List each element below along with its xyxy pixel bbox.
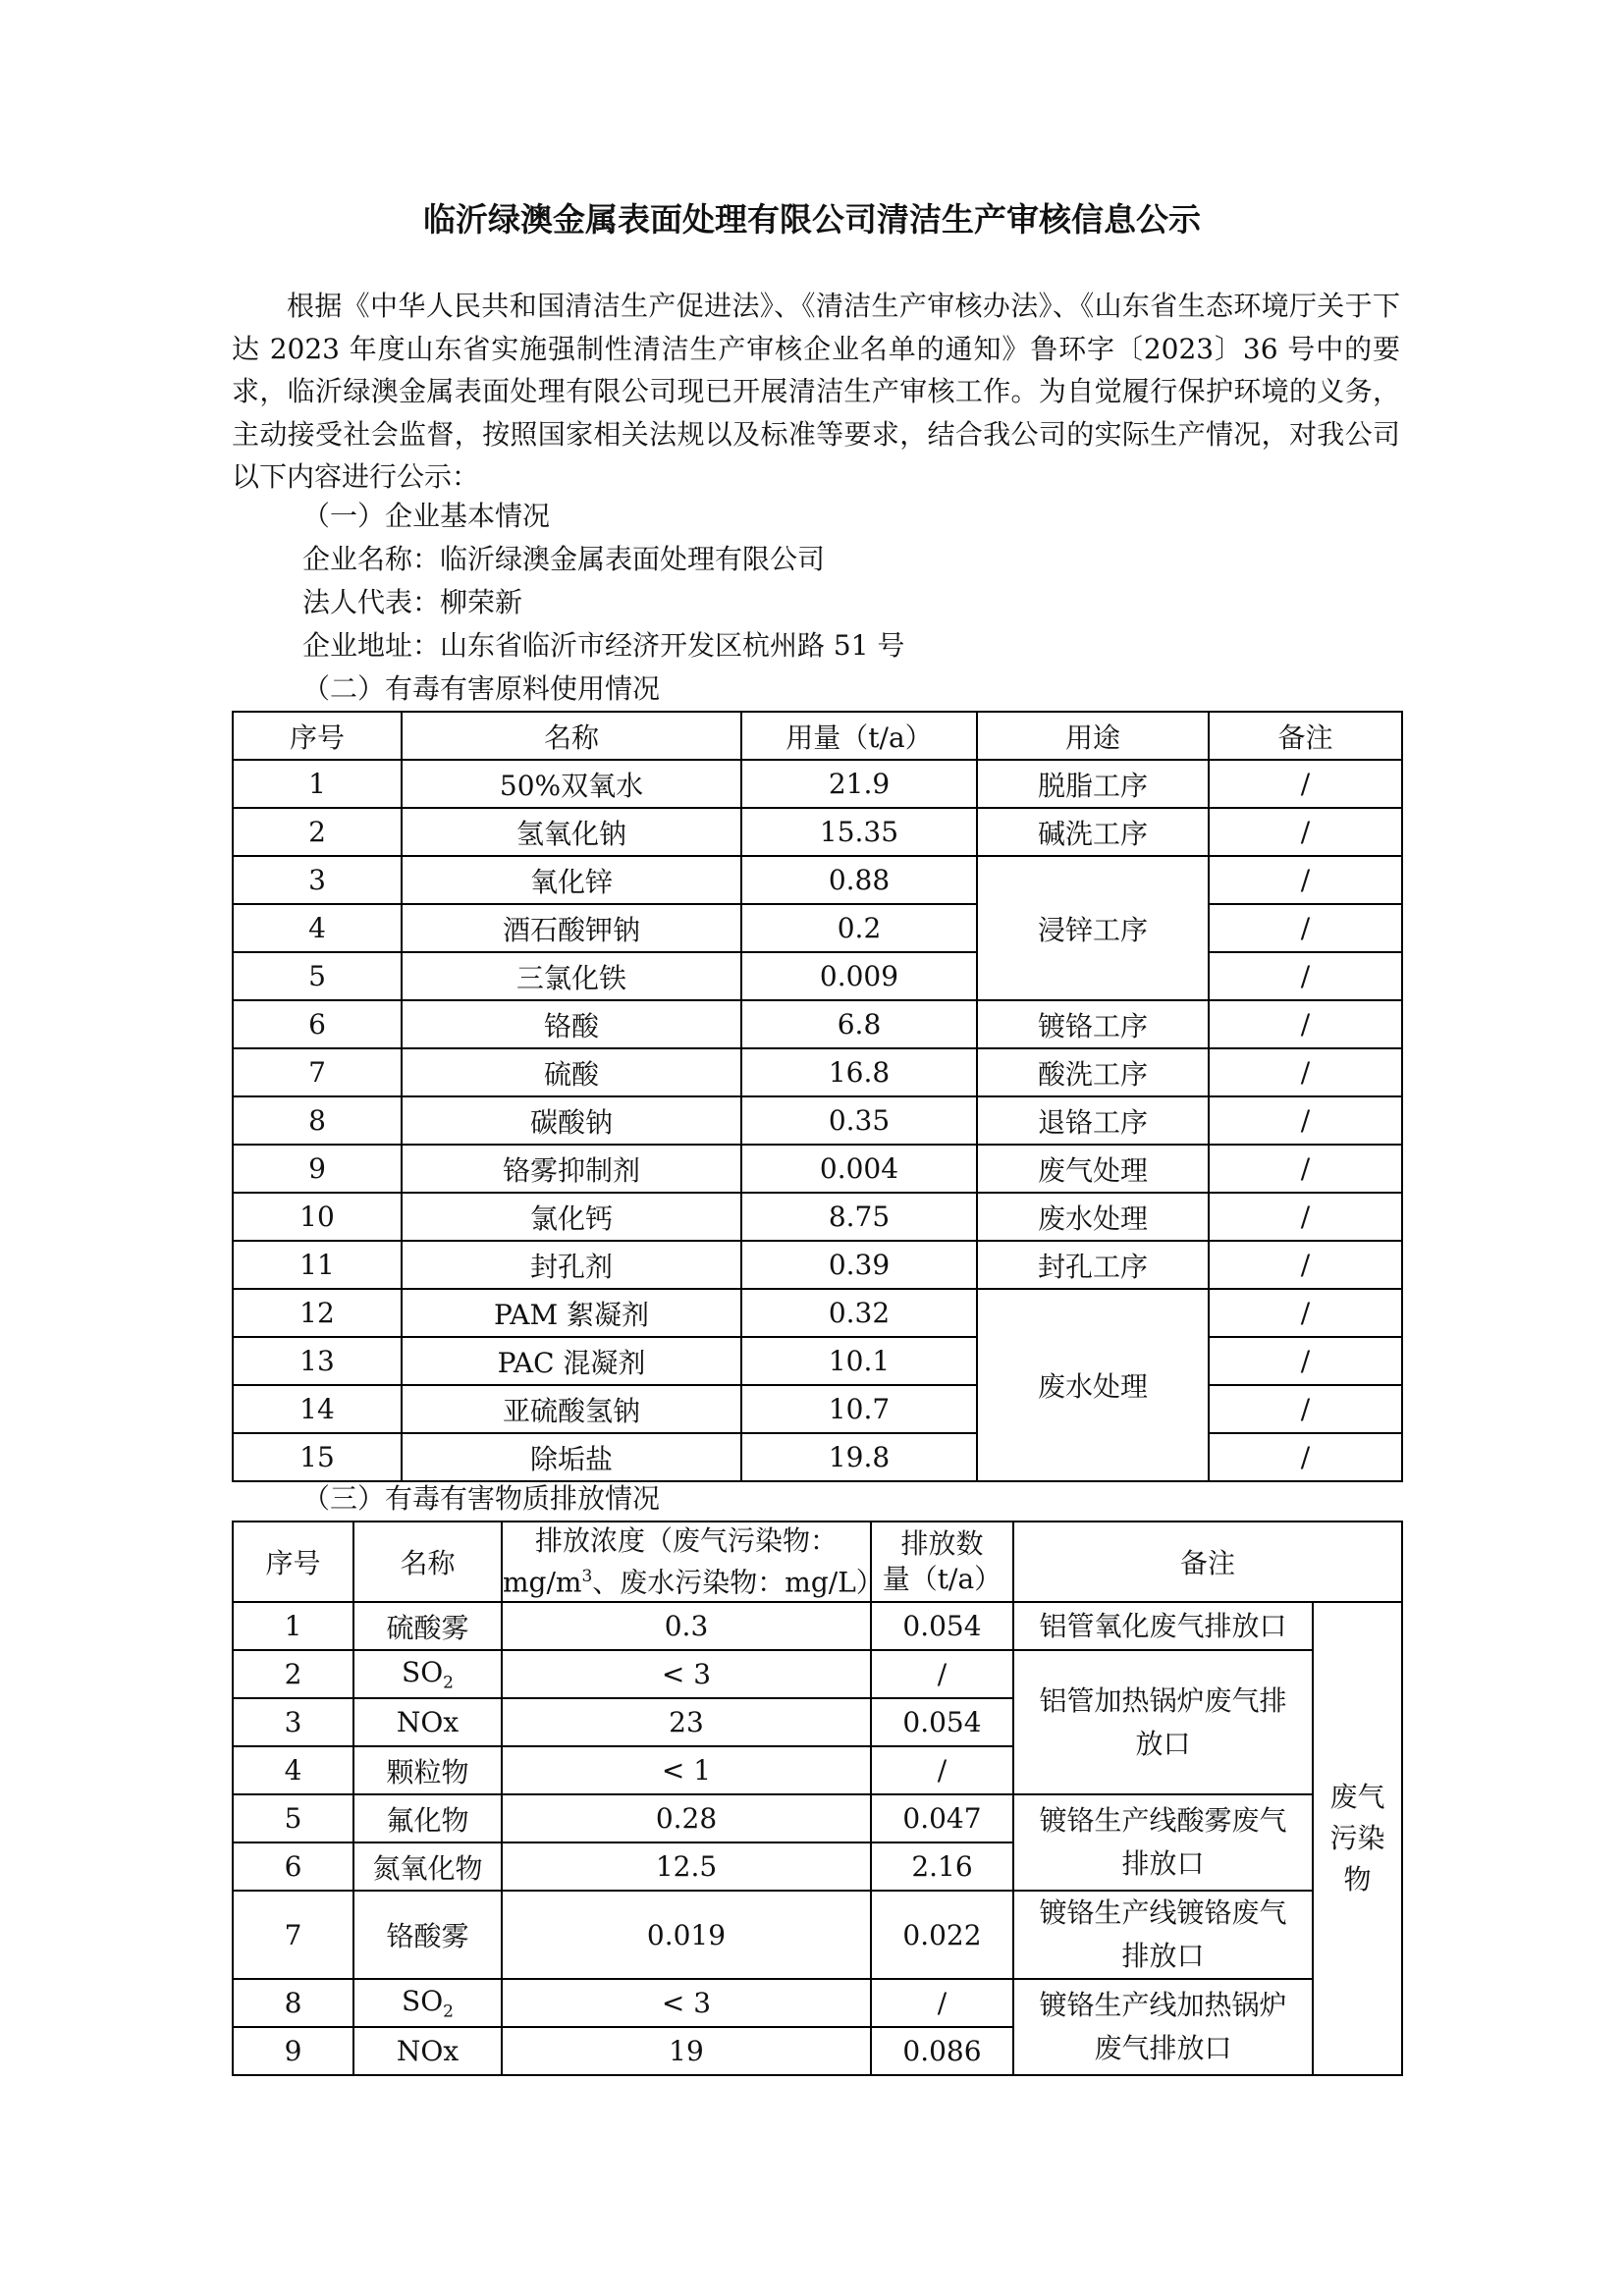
formula-subscript: 2: [443, 1673, 454, 1693]
pollutant-name: [353, 1979, 502, 2027]
pollutant-name: 氮氧化物: [353, 1842, 502, 1891]
concentration: < 3: [502, 1979, 871, 2027]
header-cell: 名称: [353, 1522, 502, 1602]
row-number: 11: [233, 1241, 402, 1289]
material-amount: 8.75: [741, 1193, 977, 1241]
pollutant-formula: SO: [402, 1655, 444, 1688]
row-number: 5: [233, 952, 402, 1000]
material-name: 封孔剂: [402, 1241, 741, 1289]
outlet-line: 排放口: [1121, 1940, 1205, 1972]
row-number: 7: [233, 1891, 353, 1979]
material-amount: 0.39: [741, 1241, 977, 1289]
row-number: 4: [233, 904, 402, 952]
header-cell: 用途: [977, 712, 1209, 760]
raw-materials-table: [232, 711, 1403, 1482]
quantity: 0.054: [871, 1602, 1013, 1650]
material-note: /: [1209, 1145, 1402, 1193]
table-row: [233, 1000, 1402, 1048]
table-row: [233, 1794, 1402, 1842]
row-number: 9: [233, 1145, 402, 1193]
concentration: 0.3: [502, 1602, 871, 1650]
pollutant-name: NOx: [353, 1698, 502, 1746]
category-line: 污染: [1329, 1822, 1385, 1854]
row-number: 8: [233, 1979, 353, 2027]
row-number: 10: [233, 1193, 402, 1241]
outlet-note: [1013, 1794, 1313, 1891]
pollutant-formula: SO: [402, 1984, 444, 2017]
row-number: 14: [233, 1385, 402, 1433]
material-name: 亚硫酸氢钠: [402, 1385, 741, 1433]
header-cell-quantity: [871, 1522, 1013, 1602]
category-cell: [1313, 1602, 1402, 2075]
header-line: 量（t/a）: [882, 1563, 1002, 1595]
material-note: /: [1209, 1048, 1402, 1096]
material-name: 硫酸: [402, 1048, 741, 1096]
material-note: /: [1209, 952, 1402, 1000]
outlet-line: 放口: [1135, 1727, 1191, 1760]
material-use: 退铬工序: [977, 1096, 1209, 1145]
concentration: 19: [502, 2027, 871, 2075]
header-cell: 备注: [1013, 1522, 1402, 1602]
concentration: < 3: [502, 1650, 871, 1698]
material-note: /: [1209, 1193, 1402, 1241]
row-number: 4: [233, 1746, 353, 1794]
material-amount: 0.35: [741, 1096, 977, 1145]
row-number: 1: [233, 760, 402, 808]
material-amount: 10.1: [741, 1337, 977, 1385]
row-number: 8: [233, 1096, 402, 1145]
section2-heading: （二）有毒有害原料使用情况: [302, 672, 661, 705]
material-note: /: [1209, 1289, 1402, 1337]
material-use: 废水处理: [977, 1289, 1209, 1481]
material-amount: 10.7: [741, 1385, 977, 1433]
material-note: /: [1209, 1241, 1402, 1289]
header-unit: mg/m: [503, 1566, 582, 1599]
table-row: [233, 856, 1402, 904]
outlet-line: 铝管加热锅炉废气排: [1039, 1683, 1287, 1717]
quantity: 0.047: [871, 1794, 1013, 1842]
row-number: 6: [233, 1842, 353, 1891]
material-note: /: [1209, 1433, 1402, 1481]
row-number: 6: [233, 1000, 402, 1048]
address-line: 企业地址：山东省临沂市经济开发区杭州路 51 号: [302, 629, 905, 662]
table-row: [233, 1193, 1402, 1241]
material-amount: 6.8: [741, 1000, 977, 1048]
company-name-line: 企业名称：临沂绿澳金属表面处理有限公司: [302, 543, 826, 575]
material-name: PAM 絮凝剂: [402, 1289, 741, 1337]
material-name: 氯化钙: [402, 1193, 741, 1241]
table-row: [233, 1289, 1402, 1337]
intro-paragraph: 根据《中华人民共和国清洁生产促进法》、《清洁生产审核办法》、《山东省生态环境厅关于下达 2023 年度山东省实施强制性清洁生产审核企业名单的通知》鲁环字〔2023〕36 号中的要求，临沂绿澳金属表面处理有限公司现已开展清洁生产审核工作。为自觉履行保护环境的义务，主动接受社会监督，按照国家相关法规以及标准等要求，结合我公司的实际生产情况，对我公司以下内容进行公示：: [232, 290, 1400, 493]
material-note: /: [1209, 1096, 1402, 1145]
header-cell: 用量（t/a）: [741, 712, 977, 760]
material-name: PAC 混凝剂: [402, 1337, 741, 1385]
material-name: 除垢盐: [402, 1433, 741, 1481]
row-number: 2: [233, 1650, 353, 1698]
concentration: < 1: [502, 1746, 871, 1794]
row-number: 9: [233, 2027, 353, 2075]
table-row: [233, 1048, 1402, 1096]
table-row: [233, 1096, 1402, 1145]
header-cell: 名称: [402, 712, 741, 760]
header-line: 排放浓度（废气污染物：: [534, 1523, 838, 1557]
material-note: /: [1209, 856, 1402, 904]
material-use: 封孔工序: [977, 1241, 1209, 1289]
table-row: [233, 808, 1402, 856]
material-note: /: [1209, 1000, 1402, 1048]
header-superscript: 3: [581, 1566, 593, 1586]
material-amount: 16.8: [741, 1048, 977, 1096]
quantity: 2.16: [871, 1842, 1013, 1891]
quantity: /: [871, 1650, 1013, 1698]
material-name: 三氯化铁: [402, 952, 741, 1000]
outlet-line: 废气排放口: [1094, 2032, 1232, 2064]
row-number: 1: [233, 1602, 353, 1650]
pollutant-name: 硫酸雾: [353, 1602, 502, 1650]
material-note: /: [1209, 904, 1402, 952]
table-row: [233, 1385, 1402, 1433]
material-amount: 21.9: [741, 760, 977, 808]
pollutant-name: NOx: [353, 2027, 502, 2075]
material-name: 50%双氧水: [402, 760, 741, 808]
outlet-note: [1013, 1650, 1313, 1794]
material-use: 碱洗工序: [977, 808, 1209, 856]
outlet-note: [1013, 1979, 1313, 2075]
material-name: 氢氧化钠: [402, 808, 741, 856]
table-row: [233, 904, 1402, 952]
table-header-row: [233, 712, 1402, 760]
outlet-note: [1013, 1891, 1313, 1979]
row-number: 7: [233, 1048, 402, 1096]
material-amount: 0.009: [741, 952, 977, 1000]
pollutant-name: 氟化物: [353, 1794, 502, 1842]
table-row: [233, 1891, 1402, 1979]
quantity: /: [871, 1979, 1013, 2027]
header-cell: 序号: [233, 1522, 353, 1602]
material-name: 酒石酸钾钠: [402, 904, 741, 952]
material-name: 铬雾抑制剂: [402, 1145, 741, 1193]
emissions-table: [232, 1521, 1403, 2076]
material-note: /: [1209, 808, 1402, 856]
row-number: 3: [233, 856, 402, 904]
material-amount: 0.32: [741, 1289, 977, 1337]
row-number: 13: [233, 1337, 402, 1385]
table-row: [233, 1650, 1402, 1698]
header-cell: 备注: [1209, 712, 1402, 760]
material-name: 氧化锌: [402, 856, 741, 904]
material-use: 浸锌工序: [977, 856, 1209, 1000]
concentration: 0.28: [502, 1794, 871, 1842]
concentration: 12.5: [502, 1842, 871, 1891]
table-row: [233, 1241, 1402, 1289]
row-number: 12: [233, 1289, 402, 1337]
material-note: /: [1209, 760, 1402, 808]
table-row: [233, 952, 1402, 1000]
outlet-line: 镀铬生产线加热锅炉: [1039, 1989, 1287, 2021]
formula-subscript: 2: [443, 2002, 454, 2022]
material-amount: 0.004: [741, 1145, 977, 1193]
quantity: 0.086: [871, 2027, 1013, 2075]
header-line: [503, 1559, 884, 1600]
material-use: 酸洗工序: [977, 1048, 1209, 1096]
material-note: /: [1209, 1337, 1402, 1385]
table-row: [233, 1979, 1402, 2027]
concentration: 0.019: [502, 1891, 871, 1979]
material-amount: 15.35: [741, 808, 977, 856]
material-use: 脱脂工序: [977, 760, 1209, 808]
material-use: 废气处理: [977, 1145, 1209, 1193]
header-line: 排放数: [900, 1527, 984, 1560]
material-amount: 0.88: [741, 856, 977, 904]
pollutant-name: [353, 1650, 502, 1698]
category-line: 废气: [1329, 1781, 1385, 1813]
outlet-line: 镀铬生产线镀铬废气: [1039, 1896, 1287, 1929]
material-use: 废水处理: [977, 1193, 1209, 1241]
material-name: 碳酸钠: [402, 1096, 741, 1145]
header-cell: 序号: [233, 712, 402, 760]
material-note: /: [1209, 1385, 1402, 1433]
quantity: /: [871, 1746, 1013, 1794]
section1-heading: （一）企业基本情况: [302, 500, 551, 532]
pollutant-name: 颗粒物: [353, 1746, 502, 1794]
row-number: 2: [233, 808, 402, 856]
outlet-note: 铝管氧化废气排放口: [1013, 1602, 1313, 1650]
quantity: 0.022: [871, 1891, 1013, 1979]
material-name: 铬酸: [402, 1000, 741, 1048]
row-number: 3: [233, 1698, 353, 1746]
table-row: [233, 760, 1402, 808]
material-use: 镀铬工序: [977, 1000, 1209, 1048]
pollutant-name: 铬酸雾: [353, 1891, 502, 1979]
table-row: [233, 1433, 1402, 1481]
concentration: 23: [502, 1698, 871, 1746]
legal-rep-line: 法人代表：柳荣新: [302, 586, 523, 618]
header-cell-concentration: [502, 1522, 884, 1602]
material-amount: 0.2: [741, 904, 977, 952]
header-unit: 、废水污染物：mg/L）: [592, 1566, 884, 1599]
quantity: 0.054: [871, 1698, 1013, 1746]
row-number: 15: [233, 1433, 402, 1481]
table-row: [233, 1337, 1402, 1385]
table-header-row: [233, 1522, 1402, 1602]
document-title: 临沂绿澳金属表面处理有限公司清洁生产审核信息公示: [423, 200, 1201, 239]
outlet-line: 镀铬生产线酸雾废气: [1039, 1804, 1287, 1837]
category-line: 物: [1343, 1863, 1372, 1896]
row-number: 5: [233, 1794, 353, 1842]
table-row: [233, 1602, 1402, 1650]
outlet-line: 排放口: [1121, 1847, 1205, 1880]
table-row: [233, 1145, 1402, 1193]
material-amount: 19.8: [741, 1433, 977, 1481]
section3-heading: （三）有毒有害物质排放情况: [302, 1482, 661, 1515]
